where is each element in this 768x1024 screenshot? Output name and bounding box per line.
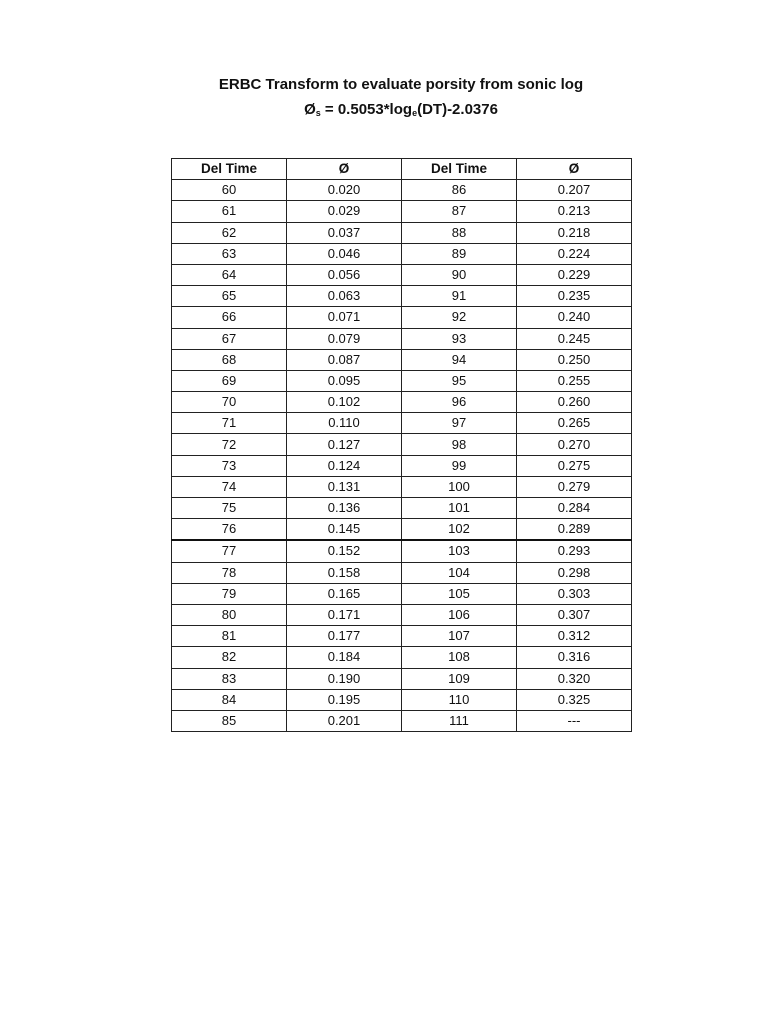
porosity-right-cell: 0.245 xyxy=(517,328,632,349)
porosity-left-cell: 0.136 xyxy=(287,498,402,519)
del-time-right-cell: 88 xyxy=(402,222,517,243)
del-time-left-cell: 73 xyxy=(172,455,287,476)
del-time-right-cell: 86 xyxy=(402,180,517,201)
del-time-left-cell: 63 xyxy=(172,243,287,264)
del-time-right-cell: 103 xyxy=(402,540,517,562)
header-porosity-left: Ø xyxy=(287,159,402,180)
del-time-right-cell: 89 xyxy=(402,243,517,264)
table-row xyxy=(172,286,632,307)
porosity-right-cell: 0.325 xyxy=(517,689,632,710)
del-time-left-cell: 65 xyxy=(172,286,287,307)
formula-middle: = 0.5053*log xyxy=(320,101,413,118)
del-time-right-cell: 107 xyxy=(402,626,517,647)
table-row xyxy=(172,668,632,689)
del-time-left-cell: 71 xyxy=(172,413,287,434)
porosity-left-cell: 0.071 xyxy=(287,307,402,328)
del-time-left-cell: 69 xyxy=(172,370,287,391)
table-row xyxy=(172,434,632,455)
del-time-left-cell: 84 xyxy=(172,689,287,710)
table-row xyxy=(172,689,632,710)
porosity-left-cell: 0.029 xyxy=(287,201,402,222)
table-header-row xyxy=(172,159,632,180)
porosity-right-cell: 0.250 xyxy=(517,349,632,370)
porosity-left-cell: 0.110 xyxy=(287,413,402,434)
porosity-left-cell: 0.102 xyxy=(287,392,402,413)
del-time-left-cell: 82 xyxy=(172,647,287,668)
table-row xyxy=(172,476,632,497)
table-row xyxy=(172,455,632,476)
del-time-left-cell: 76 xyxy=(172,519,287,541)
del-time-right-cell: 110 xyxy=(402,689,517,710)
del-time-right-cell: 87 xyxy=(402,201,517,222)
table-row xyxy=(172,583,632,604)
del-time-left-cell: 83 xyxy=(172,668,287,689)
table-row xyxy=(172,201,632,222)
del-time-right-cell: 99 xyxy=(402,455,517,476)
table-row xyxy=(172,647,632,668)
table-row xyxy=(172,349,632,370)
porosity-left-cell: 0.087 xyxy=(287,349,402,370)
porosity-left-cell: 0.158 xyxy=(287,562,402,583)
porosity-left-cell: 0.037 xyxy=(287,222,402,243)
table-body xyxy=(172,180,632,732)
porosity-left-cell: 0.046 xyxy=(287,243,402,264)
porosity-left-cell: 0.063 xyxy=(287,286,402,307)
del-time-right-cell: 102 xyxy=(402,519,517,541)
table-row xyxy=(172,413,632,434)
del-time-right-cell: 90 xyxy=(402,264,517,285)
table-row xyxy=(172,392,632,413)
del-time-left-cell: 62 xyxy=(172,222,287,243)
del-time-left-cell: 81 xyxy=(172,626,287,647)
table-row xyxy=(172,243,632,264)
table-row xyxy=(172,370,632,391)
del-time-right-cell: 94 xyxy=(402,349,517,370)
table-row xyxy=(172,180,632,201)
formula-end: (DT)-2.0376 xyxy=(417,101,498,118)
header-del-time-left: Del Time xyxy=(172,159,287,180)
table-row xyxy=(172,328,632,349)
table-row xyxy=(172,519,632,541)
del-time-right-cell: 100 xyxy=(402,476,517,497)
del-time-right-cell: 108 xyxy=(402,647,517,668)
porosity-left-cell: 0.195 xyxy=(287,689,402,710)
porosity-right-cell: 0.279 xyxy=(517,476,632,497)
porosity-left-cell: 0.171 xyxy=(287,604,402,625)
porosity-right-cell: 0.293 xyxy=(517,540,632,562)
header-del-time-right: Del Time xyxy=(402,159,517,180)
porosity-right-cell: 0.307 xyxy=(517,604,632,625)
table-row xyxy=(172,264,632,285)
del-time-left-cell: 70 xyxy=(172,392,287,413)
header-porosity-right: Ø xyxy=(517,159,632,180)
del-time-left-cell: 79 xyxy=(172,583,287,604)
porosity-right-cell: 0.284 xyxy=(517,498,632,519)
del-time-right-cell: 93 xyxy=(402,328,517,349)
porosity-right-cell: 0.240 xyxy=(517,307,632,328)
porosity-left-cell: 0.056 xyxy=(287,264,402,285)
porosity-left-cell: 0.152 xyxy=(287,540,402,562)
porosity-right-cell: 0.298 xyxy=(517,562,632,583)
table-row xyxy=(172,562,632,583)
porosity-left-cell: 0.079 xyxy=(287,328,402,349)
porosity-right-cell: 0.289 xyxy=(517,519,632,541)
table-row xyxy=(172,498,632,519)
page-title: ERBC Transform to evaluate porsity from sonic log xyxy=(218,76,584,93)
porosity-right-cell: 0.229 xyxy=(517,264,632,285)
porosity-right-cell: 0.224 xyxy=(517,243,632,264)
porosity-left-cell: 0.095 xyxy=(287,370,402,391)
porosity-right-cell: 0.275 xyxy=(517,455,632,476)
porosity-left-cell: 0.124 xyxy=(287,455,402,476)
porosity-right-cell: --- xyxy=(517,710,632,731)
table-row xyxy=(172,626,632,647)
del-time-right-cell: 109 xyxy=(402,668,517,689)
formula-subscript-e: e xyxy=(412,108,418,118)
table-row xyxy=(172,222,632,243)
porosity-right-cell: 0.312 xyxy=(517,626,632,647)
del-time-right-cell: 105 xyxy=(402,583,517,604)
porosity-left-cell: 0.131 xyxy=(287,476,402,497)
porosity-left-cell: 0.190 xyxy=(287,668,402,689)
porosity-left-cell: 0.020 xyxy=(287,180,402,201)
del-time-right-cell: 106 xyxy=(402,604,517,625)
table-row xyxy=(172,710,632,731)
porosity-right-cell: 0.320 xyxy=(517,668,632,689)
porosity-right-cell: 0.218 xyxy=(517,222,632,243)
del-time-left-cell: 67 xyxy=(172,328,287,349)
porosity-left-cell: 0.201 xyxy=(287,710,402,731)
del-time-left-cell: 74 xyxy=(172,476,287,497)
porosity-left-cell: 0.127 xyxy=(287,434,402,455)
porosity-left-cell: 0.184 xyxy=(287,647,402,668)
table-row xyxy=(172,604,632,625)
porosity-right-cell: 0.260 xyxy=(517,392,632,413)
del-time-left-cell: 68 xyxy=(172,349,287,370)
del-time-left-cell: 80 xyxy=(172,604,287,625)
del-time-right-cell: 97 xyxy=(402,413,517,434)
formula-symbol: Ø xyxy=(304,101,316,118)
porosity-right-cell: 0.316 xyxy=(517,647,632,668)
table-row xyxy=(172,307,632,328)
del-time-left-cell: 75 xyxy=(172,498,287,519)
del-time-left-cell: 61 xyxy=(172,201,287,222)
del-time-right-cell: 96 xyxy=(402,392,517,413)
porosity-right-cell: 0.270 xyxy=(517,434,632,455)
porosity-right-cell: 0.255 xyxy=(517,370,632,391)
del-time-right-cell: 92 xyxy=(402,307,517,328)
porosity-table xyxy=(171,158,632,732)
del-time-left-cell: 77 xyxy=(172,540,287,562)
porosity-right-cell: 0.207 xyxy=(517,180,632,201)
del-time-right-cell: 101 xyxy=(402,498,517,519)
del-time-right-cell: 98 xyxy=(402,434,517,455)
table-row xyxy=(172,540,632,562)
del-time-left-cell: 72 xyxy=(172,434,287,455)
porosity-right-cell: 0.235 xyxy=(517,286,632,307)
del-time-left-cell: 66 xyxy=(172,307,287,328)
del-time-right-cell: 104 xyxy=(402,562,517,583)
del-time-right-cell: 95 xyxy=(402,370,517,391)
del-time-left-cell: 60 xyxy=(172,180,287,201)
del-time-left-cell: 85 xyxy=(172,710,287,731)
porosity-formula xyxy=(0,100,768,120)
formula-subscript-s: s xyxy=(315,108,321,118)
porosity-left-cell: 0.145 xyxy=(287,519,402,541)
porosity-right-cell: 0.265 xyxy=(517,413,632,434)
porosity-left-cell: 0.165 xyxy=(287,583,402,604)
del-time-left-cell: 78 xyxy=(172,562,287,583)
del-time-left-cell: 64 xyxy=(172,264,287,285)
porosity-right-cell: 0.303 xyxy=(517,583,632,604)
del-time-right-cell: 111 xyxy=(402,710,517,731)
del-time-right-cell: 91 xyxy=(402,286,517,307)
porosity-left-cell: 0.177 xyxy=(287,626,402,647)
porosity-right-cell: 0.213 xyxy=(517,201,632,222)
